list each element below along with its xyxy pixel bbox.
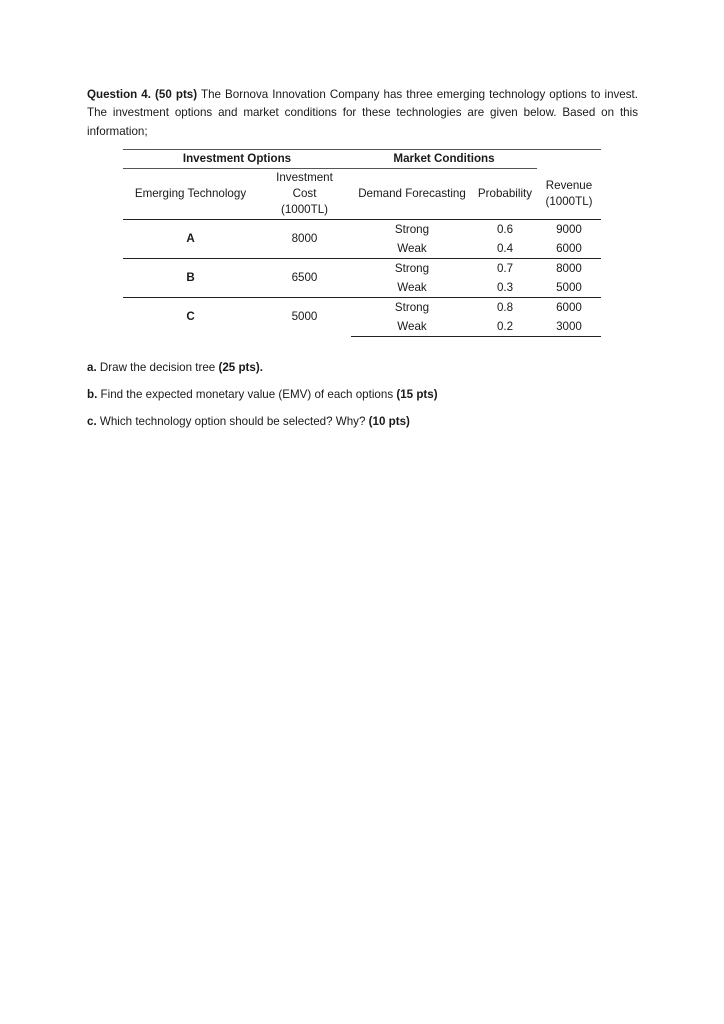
part-label: a. — [87, 361, 97, 374]
probability-cell: 0.6 — [496, 222, 514, 236]
table-header-row — [123, 169, 601, 220]
probability-cell: 0.3 — [496, 280, 514, 294]
revenue-cell: 9000 — [556, 222, 582, 236]
part-points: (15 pts) — [396, 388, 438, 401]
header-probability: Probability — [473, 169, 537, 220]
revenue-cell: 8000 — [537, 259, 601, 279]
part-text: Which technology option should be selected? Why? — [96, 415, 369, 428]
revenue-cell: 5000 — [556, 280, 582, 294]
header-revenue — [537, 169, 601, 220]
technology-cell: C — [123, 298, 258, 337]
cost-cell: 8000 — [291, 232, 318, 245]
header-technology: Emerging Technology — [123, 169, 258, 220]
demand-cell: Strong — [351, 298, 473, 318]
group-header-investment-options: Investment Options — [123, 150, 351, 169]
header-cost-line2: Cost — [292, 187, 317, 200]
probability-cell: 0.7 — [473, 259, 537, 279]
question-intro — [87, 86, 638, 141]
investment-table — [123, 149, 601, 337]
header-revenue-line2: (1000TL) — [545, 194, 593, 208]
demand-cell: Weak — [397, 280, 427, 294]
cost-cell: 5000 — [258, 298, 351, 337]
part-text: Draw the decision tree — [96, 361, 219, 374]
table-group-header-row — [123, 150, 601, 169]
header-cost-line3: (1000TL) — [280, 203, 329, 216]
demand-cell: Weak — [351, 317, 473, 337]
question-text: The Bornova Innovation Company has three emerging technology options to invest. The investment options and market conditions for these technologies are given below. Based on this information; — [87, 88, 638, 138]
probability-cell: 0.2 — [473, 317, 537, 337]
part-text: Find the expected monetary value (EMV) of each options — [97, 388, 397, 401]
part-label: c. — [87, 415, 97, 428]
question-part-a — [87, 360, 263, 376]
table-row — [123, 259, 601, 279]
cost-cell: 6500 — [258, 259, 351, 298]
technology-cell: B — [123, 259, 258, 298]
probability-cell: 0.8 — [473, 298, 537, 318]
table-row — [123, 220, 601, 240]
question-label: Question 4. (50 pts) — [87, 88, 198, 101]
probability-cell: 0.4 — [496, 241, 514, 255]
header-cost-line1: Investment — [276, 171, 333, 184]
technology-cell: A — [186, 232, 195, 245]
revenue-cell: 3000 — [537, 317, 601, 337]
group-header-market-conditions: Market Conditions — [351, 150, 537, 169]
question-part-b — [87, 387, 438, 403]
demand-cell: Weak — [397, 241, 427, 255]
part-label: b. — [87, 388, 98, 401]
demand-cell: Strong — [394, 222, 430, 236]
header-revenue-line1: Revenue — [545, 178, 593, 192]
question-part-c — [87, 414, 410, 430]
header-cost — [258, 169, 351, 220]
part-points: (10 pts) — [368, 415, 410, 428]
part-points: (25 pts). — [218, 361, 263, 374]
table-row — [123, 298, 601, 318]
header-demand: Demand Forecasting — [351, 169, 473, 220]
demand-cell: Strong — [351, 259, 473, 279]
revenue-cell: 6000 — [537, 298, 601, 318]
revenue-cell: 6000 — [556, 241, 582, 255]
